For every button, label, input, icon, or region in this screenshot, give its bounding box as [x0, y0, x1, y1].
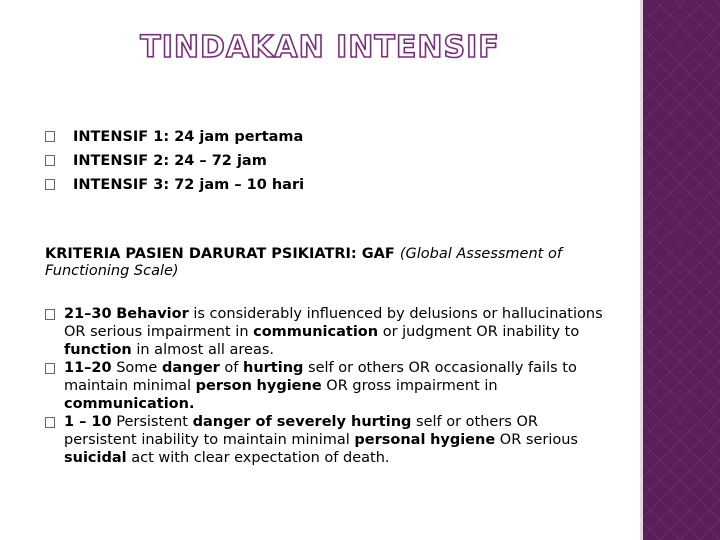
gaf-text: act with clear expectation of death.	[126, 450, 390, 466]
gaf-text: function	[64, 342, 132, 358]
intensif-list	[45, 128, 304, 200]
checkbox-bullet-icon	[45, 309, 55, 320]
decorative-side-panel	[640, 0, 720, 540]
gaf-text: communication.	[64, 396, 195, 412]
list-item	[45, 413, 615, 467]
gaf-range: 1 – 10	[64, 414, 112, 430]
criteria-subtitle: (Global Assessment of Functioning Scale)	[45, 246, 562, 279]
checkbox-bullet-icon	[45, 155, 55, 166]
list-item	[45, 359, 615, 413]
gaf-text: self or others OR occasionally fails to maintain minimal	[64, 360, 577, 394]
gaf-text: communication	[253, 324, 379, 340]
list-item	[45, 128, 304, 152]
gaf-text: hurting	[243, 360, 304, 376]
gaf-text: OR gross impairment in	[321, 378, 498, 394]
gaf-text: is considerably influenced by delusions or hallucinations OR serious impairment in	[64, 306, 603, 340]
gaf-text: hygiene	[256, 378, 322, 394]
gaf-text: suicidal	[64, 450, 127, 466]
checkbox-bullet-icon	[45, 179, 55, 190]
gaf-list	[45, 305, 615, 467]
intensif-item-3: INTENSIF 3: 72 jam – 10 hari	[73, 177, 305, 193]
gaf-text: danger of severely hurting	[192, 414, 412, 430]
gaf-text: or judgment OR inability to	[378, 324, 580, 340]
gaf-text: Behavior	[116, 306, 189, 322]
gaf-text: Some	[111, 360, 162, 376]
gaf-text: hygiene	[430, 432, 496, 448]
intensif-item-2: INTENSIF 2: 24 – 72 jam	[73, 153, 267, 169]
gaf-text: personal	[354, 432, 426, 448]
slide-title: TINDAKAN INTENSIF	[140, 30, 500, 65]
list-item	[45, 176, 304, 200]
gaf-text: person	[195, 378, 252, 394]
checkbox-bullet-icon	[45, 131, 55, 142]
checkbox-bullet-icon	[45, 417, 55, 428]
gaf-text: Persistent	[111, 414, 193, 430]
criteria-title: KRITERIA PASIEN DARURAT PSIKIATRI: GAF	[45, 246, 400, 262]
criteria-heading	[45, 246, 615, 280]
gaf-range: 11–20	[64, 360, 112, 376]
list-item	[45, 305, 615, 359]
gaf-text: danger	[161, 360, 220, 376]
gaf-text: self or others OR persistent inability to maintain minimal	[64, 414, 538, 448]
side-panel-edge	[640, 0, 643, 540]
gaf-text: of	[219, 360, 244, 376]
list-item	[45, 152, 304, 176]
intensif-item-1: INTENSIF 1: 24 jam pertama	[73, 129, 304, 145]
gaf-text: in almost all areas.	[131, 342, 274, 358]
gaf-text: OR serious	[495, 432, 578, 448]
checkbox-bullet-icon	[45, 363, 55, 374]
gaf-range: 21–30	[64, 306, 112, 322]
